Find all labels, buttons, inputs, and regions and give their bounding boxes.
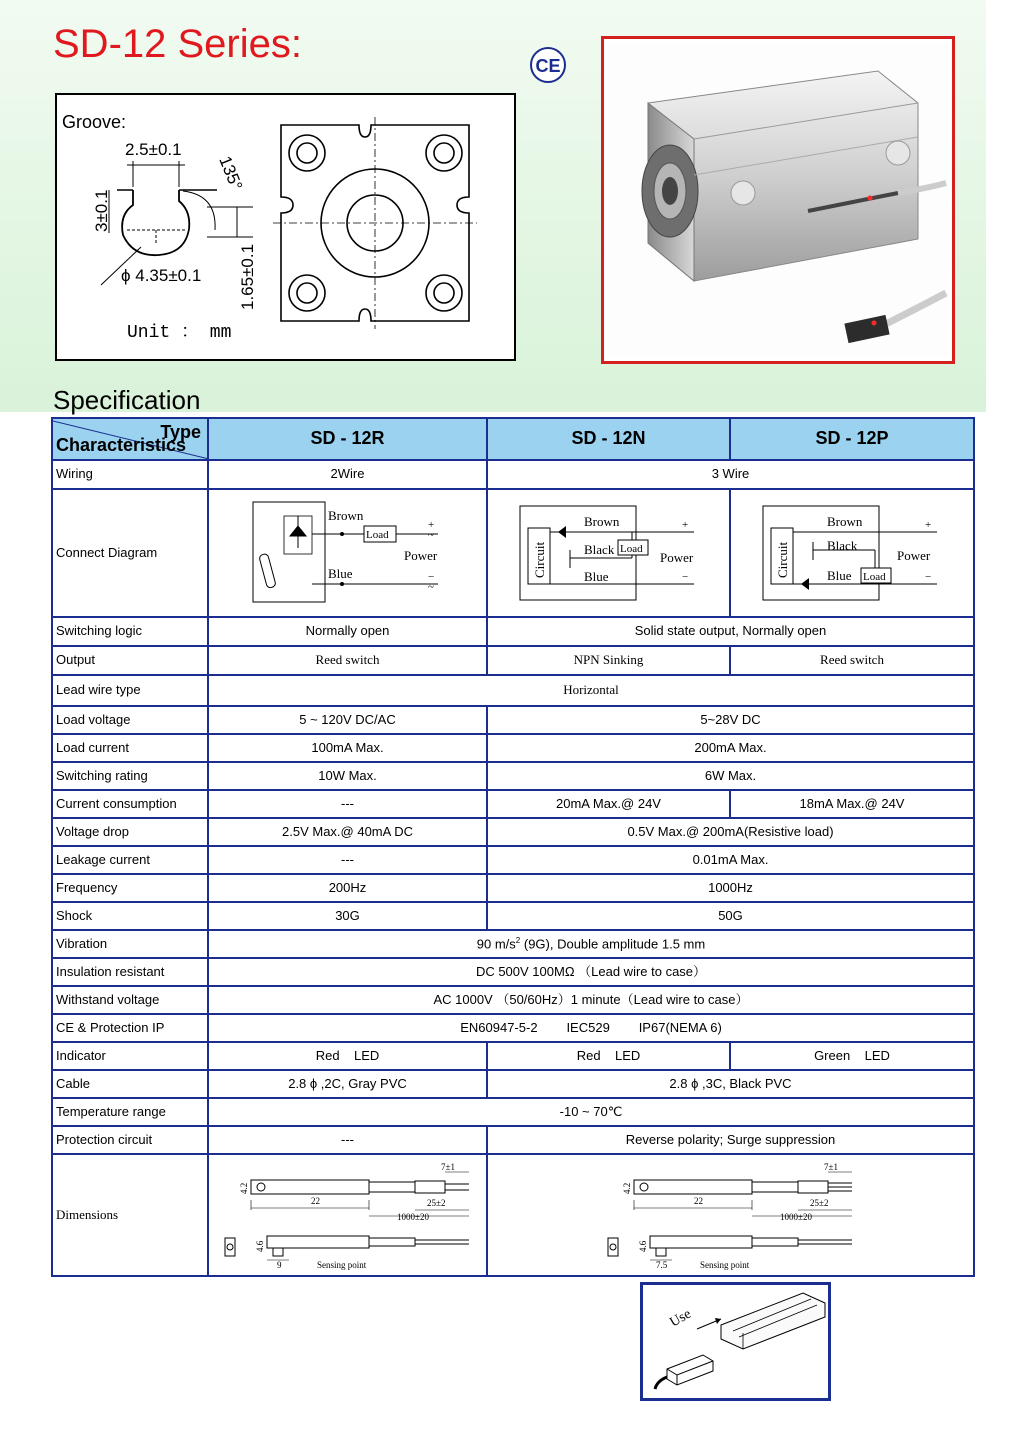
row-label: Leakage current <box>52 846 208 874</box>
groove-angle-dim: 135° <box>215 153 247 194</box>
diagram-p-minus: − <box>925 571 932 583</box>
cell-p: Green LED <box>730 1042 974 1070</box>
dim-r-width: 22 <box>310 1196 320 1206</box>
dim-np-position: 7.5 <box>655 1260 667 1270</box>
row-voltage-drop <box>52 818 974 846</box>
connect-diagram-r <box>208 489 487 617</box>
diagram-p-blue: Blue <box>827 568 852 583</box>
row-load-current <box>52 734 974 762</box>
cell-r: --- <box>208 846 487 874</box>
cell-np: 1000Hz <box>487 874 974 902</box>
dim-np-strip: 25±2 <box>809 1198 828 1208</box>
dim-r-length: 1000±20 <box>396 1212 429 1222</box>
row-dimensions <box>52 1154 974 1276</box>
voltage-drop-note: (Resistive load) <box>743 823 834 839</box>
diagram-p-power: Power <box>897 548 931 563</box>
vibration-detail: (9G), Double amplitude 1.5 mm <box>520 936 706 952</box>
diagram-n-circuit: Circuit <box>531 541 547 578</box>
diagram-n-load: Load <box>619 543 643 555</box>
use-label: Use <box>667 1306 694 1331</box>
dimensions-drawing-r <box>208 1154 487 1276</box>
row-label: Voltage drop <box>52 818 208 846</box>
cell-p: Reed switch <box>730 646 974 675</box>
cell-np: 0.01mA Max. <box>487 846 974 874</box>
row-temperature <box>52 1098 974 1126</box>
diagram-n-blue: Blue <box>583 569 609 584</box>
diagram-p-load: Load <box>863 571 886 583</box>
diagram-r-brown: Brown <box>327 508 363 523</box>
dim-r-position: 9 <box>276 1260 281 1270</box>
groove-width-dim: 2.5±0.1 <box>125 140 182 159</box>
row-label: Protection circuit <box>52 1126 208 1154</box>
groove-unit: Unit ： mm <box>127 323 232 343</box>
diagram-p-black: Black <box>827 538 858 553</box>
cell-r: 30G <box>208 902 487 930</box>
column-header-sd12p: SD - 12P <box>730 418 974 460</box>
cell-r: 5 ~ 120V DC/AC <box>208 706 487 734</box>
cell-np: 5~28V DC <box>487 706 974 734</box>
dim-r-sensing: Sensing point <box>316 1260 366 1270</box>
corner-cell <box>52 418 208 460</box>
row-label: Switching logic <box>52 617 208 646</box>
cell-r: Red LED <box>208 1042 487 1070</box>
cell-n: 20mA Max.@ 24V <box>487 790 730 818</box>
cell-r: Normally open <box>208 617 487 646</box>
diagram-n-brown: Brown <box>583 514 619 529</box>
cell-n: Red LED <box>487 1042 730 1070</box>
cell-r: 100mA Max. <box>208 734 487 762</box>
diagram-r-blue: Blue <box>327 566 353 581</box>
row-label: Frequency <box>52 874 208 902</box>
row-label: Insulation resistant <box>52 958 208 986</box>
row-ce-ip <box>52 1014 974 1042</box>
row-shock <box>52 902 974 930</box>
row-label: Indicator <box>52 1042 208 1070</box>
diagram-r-plus: + <box>427 519 434 531</box>
dim-np-tip: 7±1 <box>823 1162 838 1172</box>
dim-np-side: 4.6 <box>637 1240 648 1252</box>
cell-np: 50G <box>487 902 974 930</box>
diagram-p-brown: Brown <box>827 514 863 529</box>
dim-np-sensing: Sensing point <box>699 1260 749 1270</box>
dim-r-tip: 7±1 <box>440 1162 455 1172</box>
diagram-n-minus: − <box>681 571 688 583</box>
specification-table <box>51 417 975 1277</box>
groove-depth-dim: 1.65±0.1 <box>238 243 257 310</box>
cell-r: 2Wire <box>208 460 487 489</box>
cell-np: Solid state output, Normally open <box>487 617 974 646</box>
vibration-value: 90 m/s <box>476 936 516 952</box>
diagram-p-plus: + <box>925 519 932 531</box>
ce-mark-icon <box>529 46 567 84</box>
groove-diameter-dim: ϕ 4.35±0.1 <box>121 266 202 285</box>
row-vibration <box>52 930 974 958</box>
page-title: SD-12 Series: <box>53 22 302 66</box>
vibration-exponent: 2 <box>515 935 521 945</box>
row-leakage-current <box>52 846 974 874</box>
diagram-r-power: Power <box>403 548 437 563</box>
row-lead-wire <box>52 675 974 706</box>
table-header-row <box>52 418 974 460</box>
connect-diagram-p <box>730 489 974 617</box>
row-insulation <box>52 958 974 986</box>
specification-heading: Specification <box>53 385 201 415</box>
row-cable <box>52 1070 974 1098</box>
column-header-sd12n: SD - 12N <box>487 418 730 460</box>
row-label: Current consumption <box>52 790 208 818</box>
cell-np: 3 Wire <box>487 460 974 489</box>
row-label: Load current <box>52 734 208 762</box>
row-label: Temperature range <box>52 1098 208 1126</box>
row-withstand <box>52 986 974 1014</box>
cell-all: DC 500V 100MΩ （Lead wire to case） <box>208 958 974 986</box>
cell-all: Horizontal <box>208 675 974 706</box>
diagram-r-minus: − <box>427 571 434 583</box>
row-protection <box>52 1126 974 1154</box>
row-label: Load voltage <box>52 706 208 734</box>
row-label: Lead wire type <box>52 675 208 706</box>
dim-r-height: 4.2 <box>238 1182 249 1194</box>
cell-np: 6W Max. <box>487 762 974 790</box>
diagram-n-power: Power <box>659 550 693 565</box>
groove-drawing <box>55 93 516 361</box>
voltage-drop-value: 0.5V Max.@ 200mA <box>627 823 744 839</box>
row-switching-rating <box>52 762 974 790</box>
diagram-r-tilde2: ~ <box>427 581 434 593</box>
diagram-r-load: Load <box>365 529 389 541</box>
row-current-consumption <box>52 790 974 818</box>
cell-all: -10 ~ 70℃ <box>208 1098 974 1126</box>
ce-mark-text: CE <box>535 56 561 76</box>
cell-r: Reed switch <box>208 646 487 675</box>
cell-np: 2.8 ϕ ,3C, Black PVC <box>487 1070 974 1098</box>
row-label: Vibration <box>52 930 208 958</box>
cell-r: --- <box>208 1126 487 1154</box>
dim-np-height: 4.2 <box>621 1182 632 1194</box>
row-label: Shock <box>52 902 208 930</box>
diagram-p-circuit: Circuit <box>775 541 790 578</box>
corner-type-label: Type <box>160 422 201 442</box>
diagram-n-black: Black <box>583 542 614 557</box>
row-indicator <box>52 1042 974 1070</box>
dimensions-drawing-np <box>487 1154 974 1276</box>
groove-label: Groove: <box>62 112 127 132</box>
row-output <box>52 646 974 675</box>
row-label: Withstand voltage <box>52 986 208 1014</box>
connect-diagram-n <box>487 489 730 617</box>
column-header-sd12r: SD - 12R <box>208 418 487 460</box>
cell-r: 200Hz <box>208 874 487 902</box>
cell-np: 200mA Max. <box>487 734 974 762</box>
row-label: Cable <box>52 1070 208 1098</box>
row-load-voltage <box>52 706 974 734</box>
groove-height-dim: 3±0.1 <box>92 189 111 232</box>
cell-r: --- <box>208 790 487 818</box>
cell-np: Reverse polarity; Surge suppression <box>487 1126 974 1154</box>
row-connect-diagram <box>52 489 974 617</box>
usage-illustration <box>640 1282 831 1401</box>
dim-r-strip: 25±2 <box>426 1198 445 1208</box>
row-label: Connect Diagram <box>52 489 208 617</box>
dim-np-length: 1000±20 <box>779 1212 812 1222</box>
row-label: CE & Protection IP <box>52 1014 208 1042</box>
diagram-r-tilde1: ~ <box>427 529 434 541</box>
cell-r: 2.5V Max.@ 40mA DC <box>208 818 487 846</box>
diagram-n-plus: + <box>681 519 688 531</box>
corner-characteristics-label: Characteristics <box>56 435 187 456</box>
dim-np-width: 22 <box>693 1196 703 1206</box>
row-label: Switching rating <box>52 762 208 790</box>
cell-n: NPN Sinking <box>487 646 730 675</box>
row-switching-logic <box>52 617 974 646</box>
cell-r: 2.8 ϕ ,2C, Gray PVC <box>208 1070 487 1098</box>
cell-all <box>208 930 974 958</box>
cell-p: 18mA Max.@ 24V <box>730 790 974 818</box>
product-photo <box>601 36 955 364</box>
cell-all: EN60947-5-2 IEC529 IP67(NEMA 6) <box>208 1014 974 1042</box>
row-label: Wiring <box>52 460 208 489</box>
row-label: Output <box>52 646 208 675</box>
cell-all: AC 1000V （50/60Hz）1 minute（Lead wire to case） <box>208 986 974 1014</box>
cell-np <box>487 818 974 846</box>
row-label: Dimensions <box>52 1154 208 1276</box>
dim-r-side: 4.6 <box>254 1240 265 1252</box>
cell-r: 10W Max. <box>208 762 487 790</box>
row-wiring <box>52 460 974 489</box>
row-frequency <box>52 874 974 902</box>
